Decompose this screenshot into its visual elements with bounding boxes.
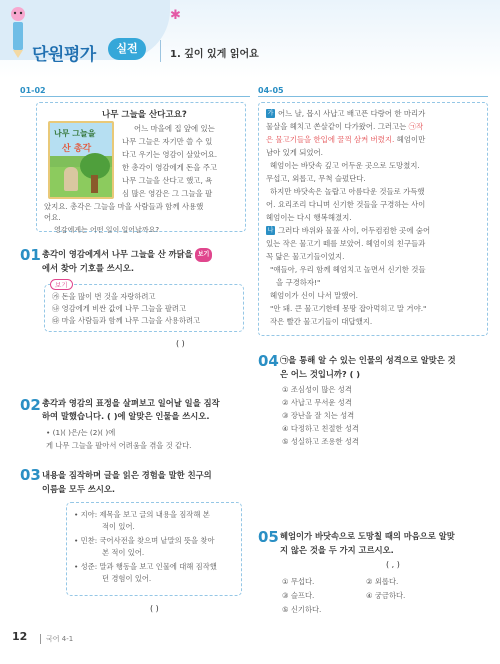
section-tag-left: 01-02 [20, 86, 46, 95]
passage-title: 나무 그늘을 산다고요? [102, 110, 187, 120]
option-item[interactable]: ⑤ 성실하고 조용한 성격 [282, 437, 359, 446]
passage-line: 남아 있게 되었어. [266, 148, 324, 157]
passage-line: 한 총각이 영감에게 돈을 주고 [122, 163, 218, 172]
book-cover-image [48, 121, 114, 199]
book-figure [64, 167, 78, 191]
passage-text: 그러다 바위와 물풀 사이, 어두컴컴한 곳에 숨어 [278, 226, 431, 235]
passage-line: 헤엄이가 신이 나서 말했어. [270, 291, 358, 300]
passage-line [266, 225, 430, 238]
friend-item: • 지아: 제목을 보고 글의 내용을 짐작해 본 [74, 510, 210, 519]
passage-line: 나무 그늘을 산다고 했고, 욕 [122, 176, 213, 185]
option-item: ㉯ 영감에게 비싼 값에 나무 그늘을 팔려고 [52, 304, 186, 313]
question-text-line2: 이름을 모두 쓰시오. [42, 484, 116, 494]
page-number: 12 [12, 630, 28, 643]
question-number: 01 [20, 246, 41, 264]
question-text: ㉠을 통해 알 수 있는 인물의 성격으로 알맞은 것 [280, 355, 456, 365]
question-text: 내용을 짐작하며 글을 읽은 경험을 말한 친구의 [42, 470, 212, 480]
friend-item: 던 경험이 있어. [102, 574, 152, 583]
passage-line: 하지만 바닷속은 놀랍고 아름다운 것들로 가득했 [270, 187, 425, 196]
option-item[interactable]: ① 조심성이 많은 성격 [282, 385, 352, 394]
passage-line: 어느 마을에 집 앞에 있는 [134, 124, 215, 133]
passage-line: 을 구경하자!" [276, 278, 321, 287]
passage-line: 헤엄이는 다시 행복해졌지. [266, 213, 352, 222]
question-number: 03 [20, 466, 41, 484]
question-text-line2: 하여 말했습니다. ( )에 알맞은 인물을 쓰시오. [42, 411, 210, 421]
answer-blank[interactable]: ( , ) [386, 560, 400, 569]
section-line-left [20, 96, 250, 97]
friend-item: 본 적이 있어. [102, 548, 145, 557]
option-item: ㉮ 돈을 많이 번 것을 자랑하려고 [52, 292, 156, 301]
answer-blank[interactable]: ( ) [150, 604, 159, 613]
header-divider [160, 40, 161, 62]
option-item[interactable]: ① 무섭다. [282, 577, 315, 586]
friend-item: 적이 있어. [102, 522, 135, 531]
footer-divider [40, 634, 41, 644]
option-item[interactable]: ④ 다정하고 친절한 성격 [282, 424, 359, 433]
option-item[interactable]: ④ 궁금하다. [366, 591, 406, 600]
unit-subtitle: 1. 깊이 있게 읽어요 [170, 49, 259, 60]
question-text [42, 248, 214, 262]
passage-line: 작은 빨간 물고기들이 대답했지. [270, 317, 373, 326]
passage-line [266, 108, 425, 121]
passage-line: 무섭고, 외롭고, 무척 슬펐단다. [266, 174, 366, 183]
question-number: 02 [20, 396, 41, 414]
option-item[interactable]: ③ 장난을 잘 치는 성격 [282, 411, 355, 420]
option-item[interactable]: ② 사납고 무서운 성격 [282, 398, 352, 407]
page-title: 단원평가 [32, 45, 96, 65]
option-item[interactable]: ② 외롭다. [366, 577, 399, 586]
passage-line: 있는 작은 물고기 떼를 보았어. 헤엄이의 친구들과 [266, 239, 426, 248]
difficulty-badge: 실전 [108, 38, 146, 60]
passage-line: 헤엄이는 바닷속 깊고 어두운 곳으로 도망쳤지. [270, 161, 420, 170]
book-title-line1: 나무 그늘을 [54, 129, 96, 138]
question-text-line2[interactable]: 은 어느 것입니까? ( ) [280, 369, 361, 379]
fill-line: 게 나무 그늘을 팔아서 어려움을 겪을 것 같다. [46, 441, 192, 450]
book-title-line2: 산 총각 [62, 144, 92, 154]
passage-line: 나무 그늘은 자기만 쓸 수 있 [122, 137, 213, 146]
passage-question: 영감에게는 어떤 일이 일어날까요? [54, 226, 160, 234]
option-item: ㉰ 마을 사람들과 함께 나무 그늘을 사용하려고 [52, 316, 201, 325]
question-text-line2: 지 않은 것을 두 가지 고르시오. [280, 545, 394, 555]
passage-line: 았지요. 총각은 그늘을 마을 사람들과 함께 사용했 [44, 202, 204, 211]
section-line-right [258, 96, 488, 97]
passage-line: "안 돼. 큰 물고기한테 몽땅 잡아먹히고 말 거야." [270, 304, 427, 313]
question-text: 총각과 영감의 표정을 살펴보고 일어날 일을 짐작 [42, 398, 220, 408]
question-text-line2: 에서 찾아 기호를 쓰시오. [42, 263, 134, 273]
question-text-part: 총각이 영감에게서 나무 그늘을 산 까닭을 [42, 249, 193, 259]
bogi-label: 보기 [195, 248, 213, 262]
passage-line: 다고 우기는 영감이 살았어요. [122, 150, 218, 159]
book-trunk [91, 175, 98, 193]
passage-text: 어느 날, 몹시 사납고 배고픈 다랑어 한 마리가 [278, 109, 426, 118]
mark-ga: 가 [267, 110, 274, 117]
passage-line: 꼭 닮은 물고기들이었지. [266, 252, 345, 261]
passage-text: 물살을 헤치고 쏜살같이 다가왔어. 그러고는 ㉠작 [266, 122, 424, 131]
friend-item: • 성준: 말과 행동을 보고 인물에 대해 짐작했 [74, 562, 217, 571]
passage-line: "얘들아, 우리 함께 헤엄치고 놀면서 신기한 것들 [270, 265, 426, 274]
option-item[interactable]: ⑤ 신기하다. [282, 605, 322, 614]
section-tag-right: 04-05 [258, 86, 284, 95]
bogi-tag: 보기 [50, 279, 73, 290]
passage-line [266, 121, 423, 134]
pencil-icon [8, 6, 28, 58]
answer-blank[interactable]: ( ) [176, 339, 185, 348]
star-icon: ✱ [170, 8, 181, 23]
passage-line: 어. 요리조리 다니며 신기한 것들을 구경하는 사이 [266, 200, 426, 209]
passage-line: 은 물고기들을 한입에 꿀꺽 삼켜 버렸지. 헤엄이만 [266, 135, 426, 144]
option-item[interactable]: ③ 슬프다. [282, 591, 315, 600]
passage-line: 어요. [44, 213, 61, 222]
question-text: 헤엄이가 바닷속으로 도망칠 때의 마음으로 알맞 [280, 531, 455, 541]
footer-text: 국어 4-1 [46, 635, 74, 643]
passage-line: 심 많은 영감은 그 그늘을 팔 [122, 189, 213, 198]
fill-line[interactable]: • (1)( )은/는 (2)( )에 [46, 428, 116, 437]
question-number: 04 [258, 352, 279, 370]
question-number: 05 [258, 528, 279, 546]
mark-na: 나 [267, 227, 274, 234]
friend-item: • 민찬: 국어사전을 찾으며 낱말의 뜻을 찾아 [74, 536, 215, 545]
